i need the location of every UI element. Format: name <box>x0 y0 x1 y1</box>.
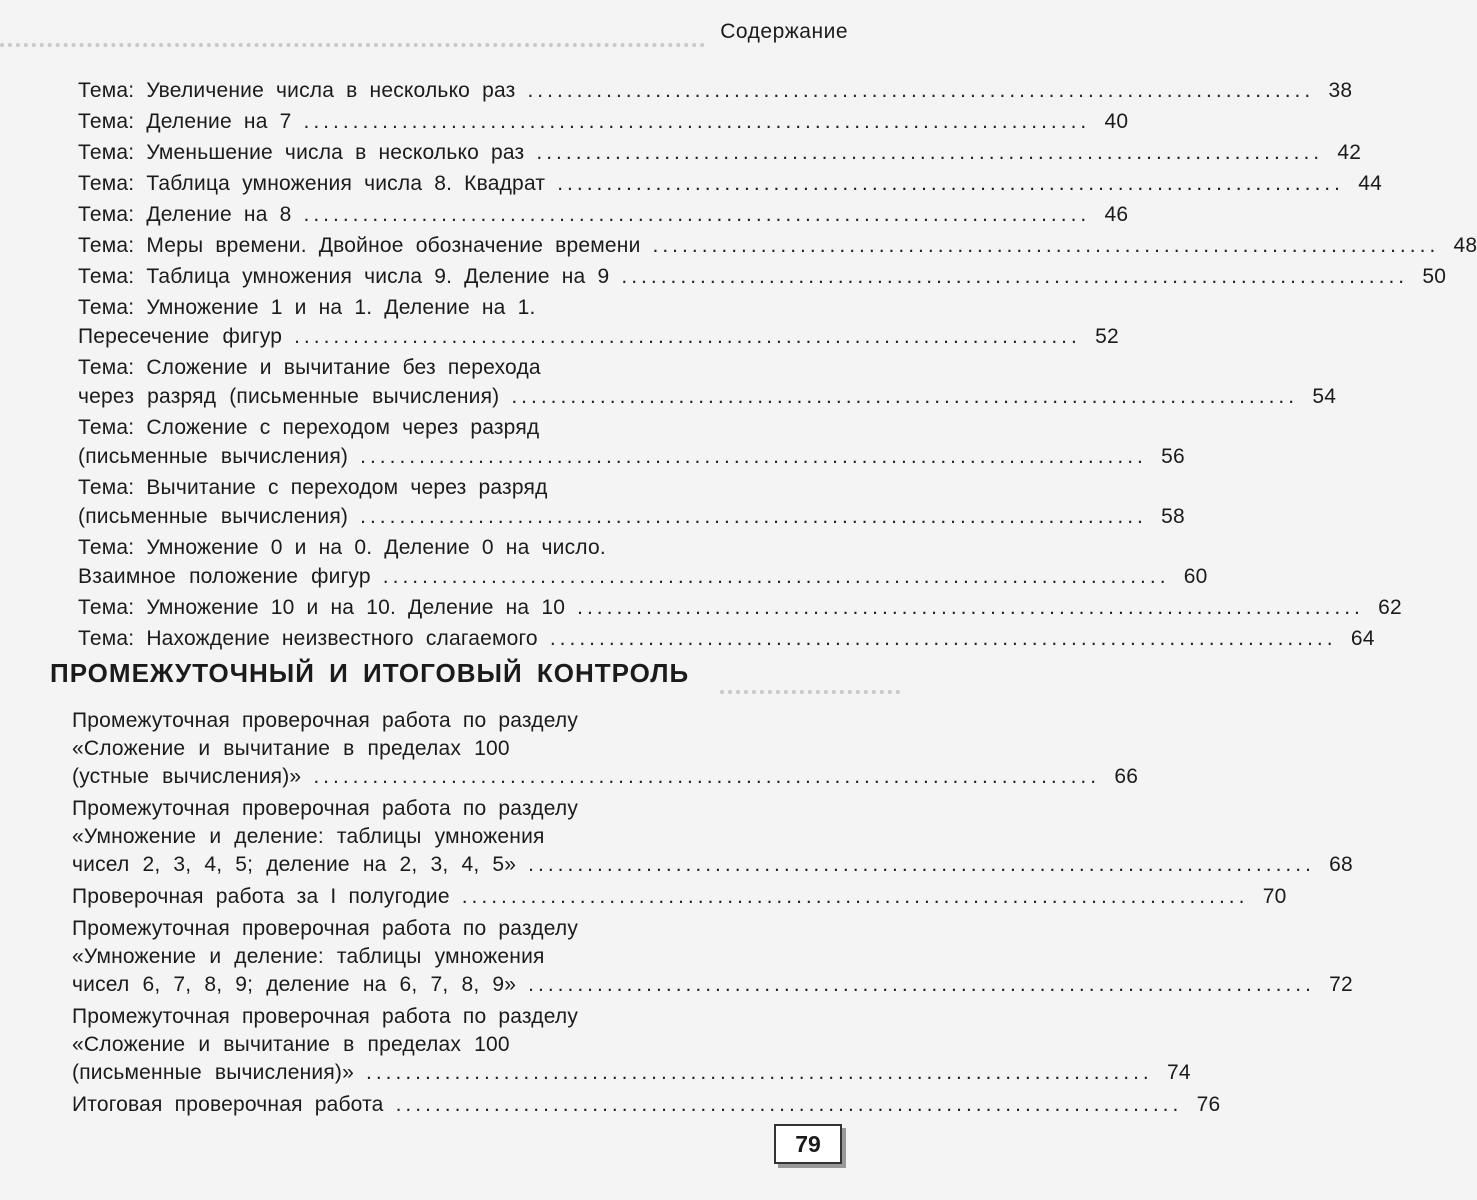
toc-entry-text: Тема: Увеличение числа в несколько раз <box>78 79 516 102</box>
toc-entry-text: чисел 2, 3, 4, 5; деление на 2, 3, 4, 5» <box>72 853 517 876</box>
dot-leader: ................................................................................ <box>511 385 1299 408</box>
toc-entry-line <box>78 200 1129 229</box>
toc-entry-line <box>72 735 804 763</box>
toc-entry-line <box>78 76 1353 105</box>
toc-entry-line <box>72 851 1353 879</box>
toc-entry-text: через разряд (письменные вычисления) <box>78 385 500 408</box>
toc-page-number: 64 <box>1350 627 1375 650</box>
dot-leader: ................................................................................ <box>294 325 1081 348</box>
dot-leader: ................................................................................ <box>303 110 1091 133</box>
page-number-badge: 79 <box>774 1124 842 1164</box>
dot-leader: ................................................................................ <box>549 627 1337 650</box>
toc-entry-text: Промежуточная проверочная работа по разделу <box>72 917 579 940</box>
toc-entry[interactable] <box>78 624 1375 653</box>
toc-entry[interactable] <box>78 353 1337 411</box>
toc-entry-text: Промежуточная проверочная работа по разделу <box>72 797 579 820</box>
dot-leader: ................................................................................ <box>461 885 1249 908</box>
toc-entry[interactable] <box>78 262 1447 291</box>
toc-entry-text: (устные вычисления)» <box>72 765 302 788</box>
toc-page-number: 60 <box>1183 565 1208 588</box>
toc-entry[interactable] <box>78 76 1353 105</box>
toc-entry-text: «Умножение и деление: таблицы умножения <box>72 945 545 968</box>
toc-entry[interactable] <box>78 169 1382 198</box>
dot-leader: ................................................................................ <box>557 172 1344 195</box>
toc-entry-line <box>78 353 808 382</box>
toc-entry[interactable] <box>78 138 1362 167</box>
page-header-title: Содержание <box>720 20 848 43</box>
toc-entry-text: Тема: Вычитание с переходом через разряд <box>78 476 548 499</box>
toc-page-number: 40 <box>1104 110 1129 133</box>
toc-entry-line <box>78 533 808 562</box>
toc-entry-text: Тема: Таблица умножения числа 8. Квадрат <box>78 172 546 195</box>
toc-page-number: 70 <box>1262 885 1287 908</box>
toc-entry-text: Промежуточная проверочная работа по разделу <box>72 709 579 732</box>
toc-entry-line <box>78 442 1185 471</box>
toc-entry-line <box>72 1031 804 1059</box>
toc-entry-text: Тема: Деление на 8 <box>78 203 292 226</box>
toc-entry-text: «Сложение и вычитание в пределах 100 <box>72 737 510 760</box>
toc-entry-text: Тема: Меры времени. Двойное обозначение времени <box>78 234 641 257</box>
toc-page-number: 48 <box>1453 234 1477 257</box>
toc-entry-line <box>72 943 804 971</box>
toc-entry[interactable] <box>78 473 1185 531</box>
toc-entry-line <box>78 593 1402 622</box>
toc-entry-text: Проверочная работа за I полугодие <box>72 885 450 908</box>
toc-entry-text: Тема: Нахождение неизвестного слагаемого <box>78 627 538 650</box>
toc-page-number: 62 <box>1378 596 1402 619</box>
toc-entry-text: Тема: Уменьшение числа в несколько раз <box>78 141 525 164</box>
toc-entry[interactable] <box>78 231 1477 260</box>
toc-topics-list <box>78 76 1477 655</box>
toc-page-number: 58 <box>1161 505 1185 528</box>
toc-entry-line <box>78 624 1375 653</box>
toc-entry-line <box>78 107 1129 136</box>
toc-entry-line <box>72 823 804 851</box>
toc-entry-text: (письменные вычисления) <box>78 505 349 528</box>
toc-page-number: 42 <box>1337 141 1362 164</box>
dot-leader: ................................................................................ <box>360 505 1147 528</box>
toc-entry-text: Взаимное положение фигур <box>78 565 371 588</box>
toc-page-number: 76 <box>1196 1093 1221 1116</box>
section-dotted-rule <box>720 690 900 694</box>
toc-entry-text: Тема: Умножение 10 и на 10. Деление на 10 <box>78 596 566 619</box>
toc-page-number: 68 <box>1329 853 1353 876</box>
toc-entry-line <box>78 262 1447 291</box>
toc-control-list <box>72 707 1353 1123</box>
toc-entry-text: (письменные вычисления)» <box>72 1061 354 1084</box>
toc-entry-line <box>78 413 808 442</box>
toc-entry-line <box>78 169 1382 198</box>
toc-entry-text: Тема: Деление на 7 <box>78 110 292 133</box>
toc-entry-line <box>78 382 1337 411</box>
toc-page-number: 44 <box>1358 172 1382 195</box>
toc-page-number: 56 <box>1161 445 1185 468</box>
dot-leader: ................................................................................ <box>303 203 1091 226</box>
toc-page-number: 50 <box>1422 265 1447 288</box>
toc-entry[interactable] <box>72 883 1287 911</box>
toc-entry-text: Тема: Сложение с переходом через разряд <box>78 416 540 439</box>
toc-entry-line <box>72 883 1287 911</box>
toc-entry-line <box>72 1059 1191 1087</box>
toc-entry[interactable] <box>78 293 1119 351</box>
dot-leader: ................................................................................ <box>313 765 1101 788</box>
toc-entry[interactable] <box>72 1091 1221 1119</box>
toc-entry-line <box>78 502 1185 531</box>
toc-entry[interactable] <box>72 915 1353 999</box>
toc-entry[interactable] <box>72 707 1139 791</box>
toc-entry[interactable] <box>72 795 1353 879</box>
toc-entry-text: (письменные вычисления) <box>78 445 349 468</box>
header-dotted-rule <box>0 43 705 47</box>
toc-entry-text: «Сложение и вычитание в пределах 100 <box>72 1033 510 1056</box>
toc-entry-line <box>72 1003 804 1031</box>
dot-leader: ................................................................................ <box>652 234 1440 257</box>
toc-entry-line <box>78 293 808 322</box>
toc-entry[interactable] <box>78 200 1129 229</box>
toc-entry-line <box>72 795 804 823</box>
dot-leader: ................................................................................ <box>527 79 1315 102</box>
dot-leader: ................................................................................ <box>382 565 1170 588</box>
toc-entry-text: Тема: Умножение 0 и на 0. Деление 0 на число. <box>78 536 606 559</box>
toc-entry-line <box>72 763 1139 791</box>
toc-entry-text: Итоговая проверочная работа <box>72 1093 384 1116</box>
toc-entry-line <box>72 915 804 943</box>
dot-leader: ................................................................................ <box>621 265 1409 288</box>
toc-entry-line <box>78 231 1477 260</box>
dot-leader: ................................................................................ <box>360 445 1147 468</box>
toc-entry[interactable] <box>78 413 1185 471</box>
toc-page-number: 72 <box>1329 973 1353 996</box>
toc-page-number: 54 <box>1312 385 1337 408</box>
toc-page-number: 46 <box>1104 203 1129 226</box>
toc-entry-text: Тема: Умножение 1 и на 1. Деление на 1. <box>78 296 536 319</box>
toc-entry-line <box>72 971 1353 999</box>
toc-entry[interactable] <box>78 533 1208 591</box>
toc-entry[interactable] <box>78 593 1402 622</box>
toc-entry[interactable] <box>78 107 1129 136</box>
toc-page-number: 66 <box>1114 765 1139 788</box>
toc-entry-text: Пересечение фигур <box>78 325 283 348</box>
toc-page-number: 74 <box>1166 1061 1191 1084</box>
toc-entry-text: Тема: Сложение и вычитание без перехода <box>78 356 541 379</box>
dot-leader: ................................................................................ <box>528 973 1315 996</box>
toc-entry[interactable] <box>72 1003 1191 1087</box>
toc-entry-line <box>78 473 808 502</box>
dot-leader: ................................................................................ <box>536 141 1324 164</box>
toc-entry-line <box>78 562 1208 591</box>
toc-entry-line <box>72 1091 1221 1119</box>
dot-leader: ................................................................................ <box>577 596 1364 619</box>
toc-entry-text: чисел 6, 7, 8, 9; деление на 6, 7, 8, 9» <box>72 973 517 996</box>
dot-leader: ................................................................................ <box>528 853 1315 876</box>
toc-page-number: 38 <box>1328 79 1353 102</box>
toc-page-number: 52 <box>1095 325 1119 348</box>
dot-leader: ................................................................................ <box>365 1061 1153 1084</box>
toc-entry-text: «Умножение и деление: таблицы умножения <box>72 825 545 848</box>
toc-entry-text: Промежуточная проверочная работа по разделу <box>72 1005 579 1028</box>
dot-leader: ................................................................................ <box>395 1093 1183 1116</box>
section-heading: ПРОМЕЖУТОЧНЫЙ И ИТОГОВЫЙ КОНТРОЛЬ <box>50 658 690 688</box>
toc-entry-line <box>78 322 1119 351</box>
toc-entry-line <box>78 138 1362 167</box>
toc-entry-line <box>72 707 804 735</box>
toc-entry-text: Тема: Таблица умножения числа 9. Деление на 9 <box>78 265 610 288</box>
